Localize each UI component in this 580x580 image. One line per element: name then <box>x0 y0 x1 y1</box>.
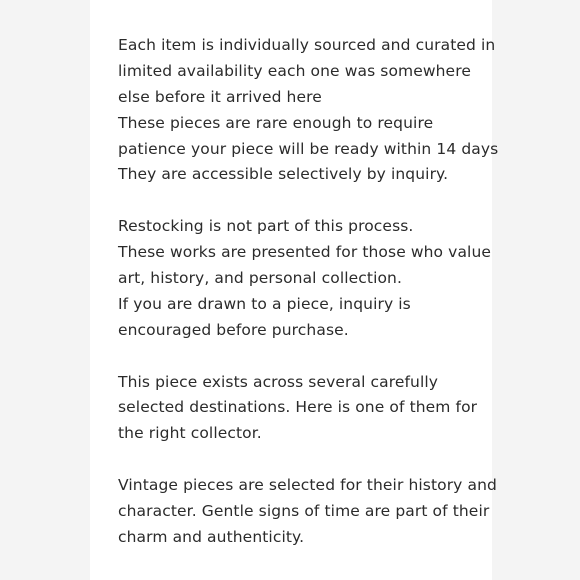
text-line: selected destinations. Here is one of them for <box>118 398 478 417</box>
description-text <box>118 33 499 551</box>
text-line: charm and authenticity. <box>118 527 305 546</box>
text-line: They are accessible selectively by inquiry. <box>118 165 449 184</box>
text-line: These pieces are rare enough to require <box>118 113 434 132</box>
paragraph-gap <box>118 344 490 370</box>
text-line: patience your piece will be ready within 14 days <box>118 139 499 158</box>
paragraph-gap <box>118 188 490 214</box>
text-line: These works are presented for those who value <box>118 243 492 262</box>
text-line: the right collector. <box>118 424 262 443</box>
paragraph-gap <box>118 447 490 473</box>
paragraph-vintage <box>118 473 497 551</box>
text-line: limited availability each one was somewhere <box>118 61 471 80</box>
paragraph-restocking <box>118 214 490 343</box>
text-line: encouraged before purchase. <box>118 320 349 339</box>
text-line: art, history, and personal collection. <box>118 269 403 288</box>
text-line: character. Gentle signs of time are part of their <box>118 502 490 521</box>
text-line: Vintage pieces are selected for their history and <box>118 476 497 495</box>
text-line: If you are drawn to a piece, inquiry is <box>118 294 411 313</box>
paragraph-destinations <box>118 370 490 448</box>
paragraph-sourcing <box>118 33 499 188</box>
text-line: Each item is individually sourced and curated in <box>118 36 496 54</box>
text-line: else before it arrived here <box>118 87 322 106</box>
text-line: Restocking is not part of this process. <box>118 217 414 236</box>
text-line: This piece exists across several carefully <box>118 372 439 391</box>
